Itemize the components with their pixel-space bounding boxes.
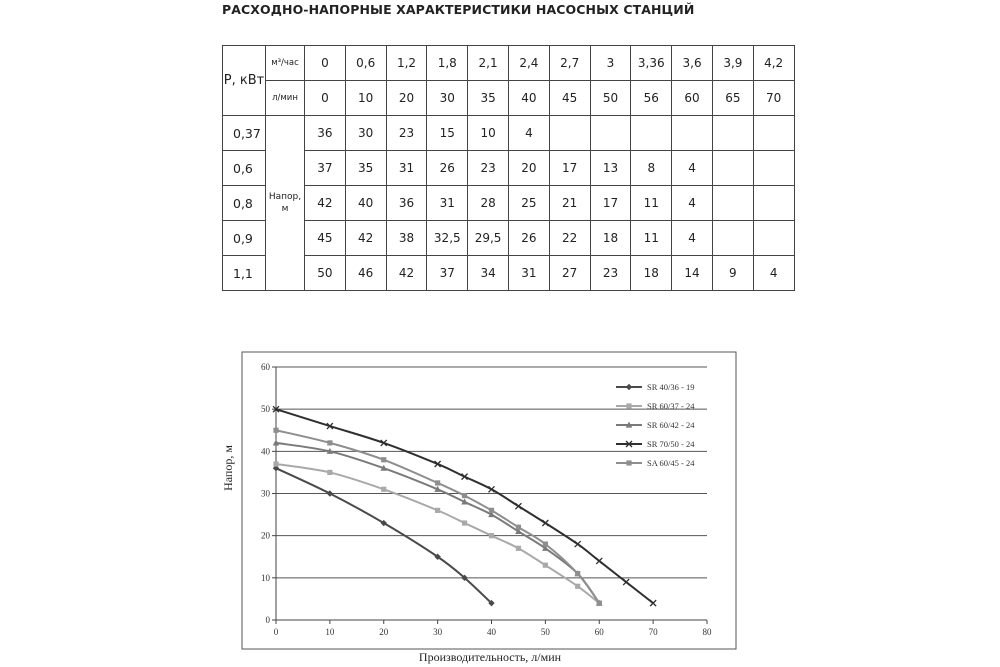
head-value-cell: 11: [631, 221, 672, 256]
y-tick-label: 0: [265, 615, 270, 625]
head-value-cell: 23: [386, 116, 427, 151]
x-tick-label: 60: [594, 627, 604, 637]
head-value-cell: 31: [427, 186, 468, 221]
data-point: [516, 546, 521, 551]
y-tick-label: 40: [261, 446, 270, 457]
unit-m3: м³/час: [266, 46, 305, 81]
head-value-cell: 13: [590, 151, 631, 186]
x-tick-label: 10: [325, 627, 335, 637]
flow-m3-cell: 3: [590, 46, 631, 81]
legend-marker: [626, 460, 631, 465]
legend-label: SA 60/45 - 24: [647, 458, 695, 468]
legend-marker: [626, 403, 631, 408]
data-point: [597, 601, 602, 606]
y-axis-label: Напор, м: [221, 445, 235, 491]
unit-lmin: л/мин: [266, 81, 305, 116]
legend-label: SR 40/36 - 19: [647, 382, 695, 392]
flow-m3-cell: 1,8: [427, 46, 468, 81]
head-value-cell: 42: [386, 256, 427, 291]
data-point: [516, 525, 521, 530]
flow-lmin-cell: 70: [753, 81, 794, 116]
head-value-cell: 31: [508, 256, 549, 291]
head-value-cell: 35: [345, 151, 386, 186]
flow-lmin-cell: 30: [427, 81, 468, 116]
head-value-cell: [672, 116, 713, 151]
head-value-cell: [753, 151, 794, 186]
x-tick-label: 20: [379, 627, 389, 637]
x-tick-label: 0: [273, 627, 279, 637]
power-cell: 1,1: [223, 256, 266, 291]
head-value-cell: 29,5: [468, 221, 509, 256]
head-value-cell: 26: [508, 221, 549, 256]
pump-curve-chart: [200, 350, 740, 665]
x-tick-label: 50: [540, 627, 550, 637]
head-value-cell: 11: [631, 186, 672, 221]
performance-table: [222, 45, 795, 291]
flow-m3-cell: 2,7: [549, 46, 590, 81]
head-value-cell: 21: [549, 186, 590, 221]
y-tick-label: 10: [261, 572, 270, 583]
table-row: [223, 116, 795, 151]
data-point: [489, 533, 494, 538]
head-value-cell: [712, 186, 753, 221]
x-tick-label: 70: [648, 627, 658, 637]
flow-lmin-cell: 50: [590, 81, 631, 116]
data-point: [327, 470, 332, 475]
head-value-cell: 17: [590, 186, 631, 221]
head-value-cell: 17: [549, 151, 590, 186]
data-point: [273, 461, 278, 466]
table-row: [223, 221, 795, 256]
data-point: [381, 487, 386, 492]
head-value-cell: 36: [305, 116, 346, 151]
flow-m3-cell: 3,36: [631, 46, 672, 81]
head-value-cell: 25: [508, 186, 549, 221]
flow-lmin-cell: 56: [631, 81, 672, 116]
x-tick-label: 40: [487, 627, 496, 637]
head-value-cell: 26: [427, 151, 468, 186]
data-point: [435, 480, 440, 485]
flow-m3-cell: 0,6: [345, 46, 386, 81]
legend-label: SR 70/50 - 24: [647, 439, 695, 449]
head-value-cell: 20: [508, 151, 549, 186]
head-value-cell: 36: [386, 186, 427, 221]
table-row: [223, 151, 795, 186]
head-value-cell: 37: [427, 256, 468, 291]
table-title: РАСХОДНО-НАПОРНЫЕ ХАРАКТЕРИСТИКИ НАСОСНЫХ СТАНЦИЙ: [222, 2, 695, 17]
flow-m3-cell: 1,2: [386, 46, 427, 81]
data-point: [327, 440, 332, 445]
head-value-cell: 4: [672, 221, 713, 256]
head-value-cell: 10: [468, 116, 509, 151]
head-value-cell: 8: [631, 151, 672, 186]
header-row-m3: [223, 46, 795, 81]
head-value-cell: 38: [386, 221, 427, 256]
head-value-cell: 28: [468, 186, 509, 221]
data-point: [462, 493, 467, 498]
table-row: [223, 186, 795, 221]
flow-lmin-cell: 45: [549, 81, 590, 116]
head-value-cell: 18: [590, 221, 631, 256]
flow-m3-cell: 0: [305, 46, 346, 81]
head-value-cell: [712, 221, 753, 256]
chart-frame: [242, 352, 736, 649]
head-value-cell: 46: [345, 256, 386, 291]
head-value-cell: [712, 116, 753, 151]
power-cell: 0,37: [223, 116, 266, 151]
flow-lmin-cell: 0: [305, 81, 346, 116]
data-point: [381, 457, 386, 462]
head-value-cell: 4: [672, 151, 713, 186]
y-tick-label: 60: [261, 362, 270, 372]
x-tick-label: 30: [433, 627, 443, 637]
x-tick-label: 80: [702, 627, 712, 637]
head-value-cell: [753, 116, 794, 151]
head-value-cell: 45: [305, 221, 346, 256]
head-value-cell: 22: [549, 221, 590, 256]
data-point: [435, 508, 440, 513]
flow-m3-cell: 4,2: [753, 46, 794, 81]
head-value-cell: 42: [305, 186, 346, 221]
data-point: [543, 563, 548, 568]
data-point: [575, 571, 580, 576]
head-value-cell: 31: [386, 151, 427, 186]
head-label: Напор, м: [266, 116, 305, 291]
flow-m3-cell: 3,6: [672, 46, 713, 81]
head-value-cell: 32,5: [427, 221, 468, 256]
head-value-cell: [753, 221, 794, 256]
flow-lmin-cell: 65: [712, 81, 753, 116]
head-value-cell: 14: [672, 256, 713, 291]
data-point: [543, 542, 548, 547]
power-cell: 0,6: [223, 151, 266, 186]
head-value-cell: 50: [305, 256, 346, 291]
head-value-cell: 23: [468, 151, 509, 186]
flow-lmin-cell: 40: [508, 81, 549, 116]
data-point: [462, 520, 467, 525]
head-value-cell: [590, 116, 631, 151]
y-tick-label: 20: [261, 530, 270, 541]
power-cell: 0,8: [223, 186, 266, 221]
flow-m3-cell: 3,9: [712, 46, 753, 81]
head-value-cell: 27: [549, 256, 590, 291]
head-value-cell: 40: [345, 186, 386, 221]
legend-label: SR 60/37 - 24: [647, 401, 695, 411]
head-value-cell: 37: [305, 151, 346, 186]
x-axis-label: Производительность, л/мин: [418, 650, 562, 664]
head-value-cell: 23: [590, 256, 631, 291]
table-row: [223, 256, 795, 291]
head-value-cell: 15: [427, 116, 468, 151]
flow-m3-cell: 2,1: [468, 46, 509, 81]
head-value-cell: 9: [712, 256, 753, 291]
flow-lmin-cell: 60: [672, 81, 713, 116]
power-header: P, кВт: [223, 46, 266, 116]
flow-lmin-cell: 20: [386, 81, 427, 116]
head-value-cell: [712, 151, 753, 186]
head-value-cell: 4: [672, 186, 713, 221]
data-point: [489, 508, 494, 513]
flow-lmin-cell: 10: [345, 81, 386, 116]
head-value-cell: 4: [753, 256, 794, 291]
head-value-cell: 30: [345, 116, 386, 151]
header-row-lmin: [223, 81, 795, 116]
head-value-cell: 18: [631, 256, 672, 291]
data-point: [575, 584, 580, 589]
flow-m3-cell: 2,4: [508, 46, 549, 81]
y-tick-label: 50: [261, 404, 270, 415]
data-point: [273, 428, 278, 433]
power-cell: 0,9: [223, 221, 266, 256]
legend-label: SR 60/42 - 24: [647, 420, 695, 430]
head-value-cell: 34: [468, 256, 509, 291]
head-value-cell: [631, 116, 672, 151]
y-tick-label: 30: [261, 488, 270, 499]
head-value-cell: 4: [508, 116, 549, 151]
flow-lmin-cell: 35: [468, 81, 509, 116]
head-value-cell: [753, 186, 794, 221]
head-value-cell: 42: [345, 221, 386, 256]
head-value-cell: [549, 116, 590, 151]
